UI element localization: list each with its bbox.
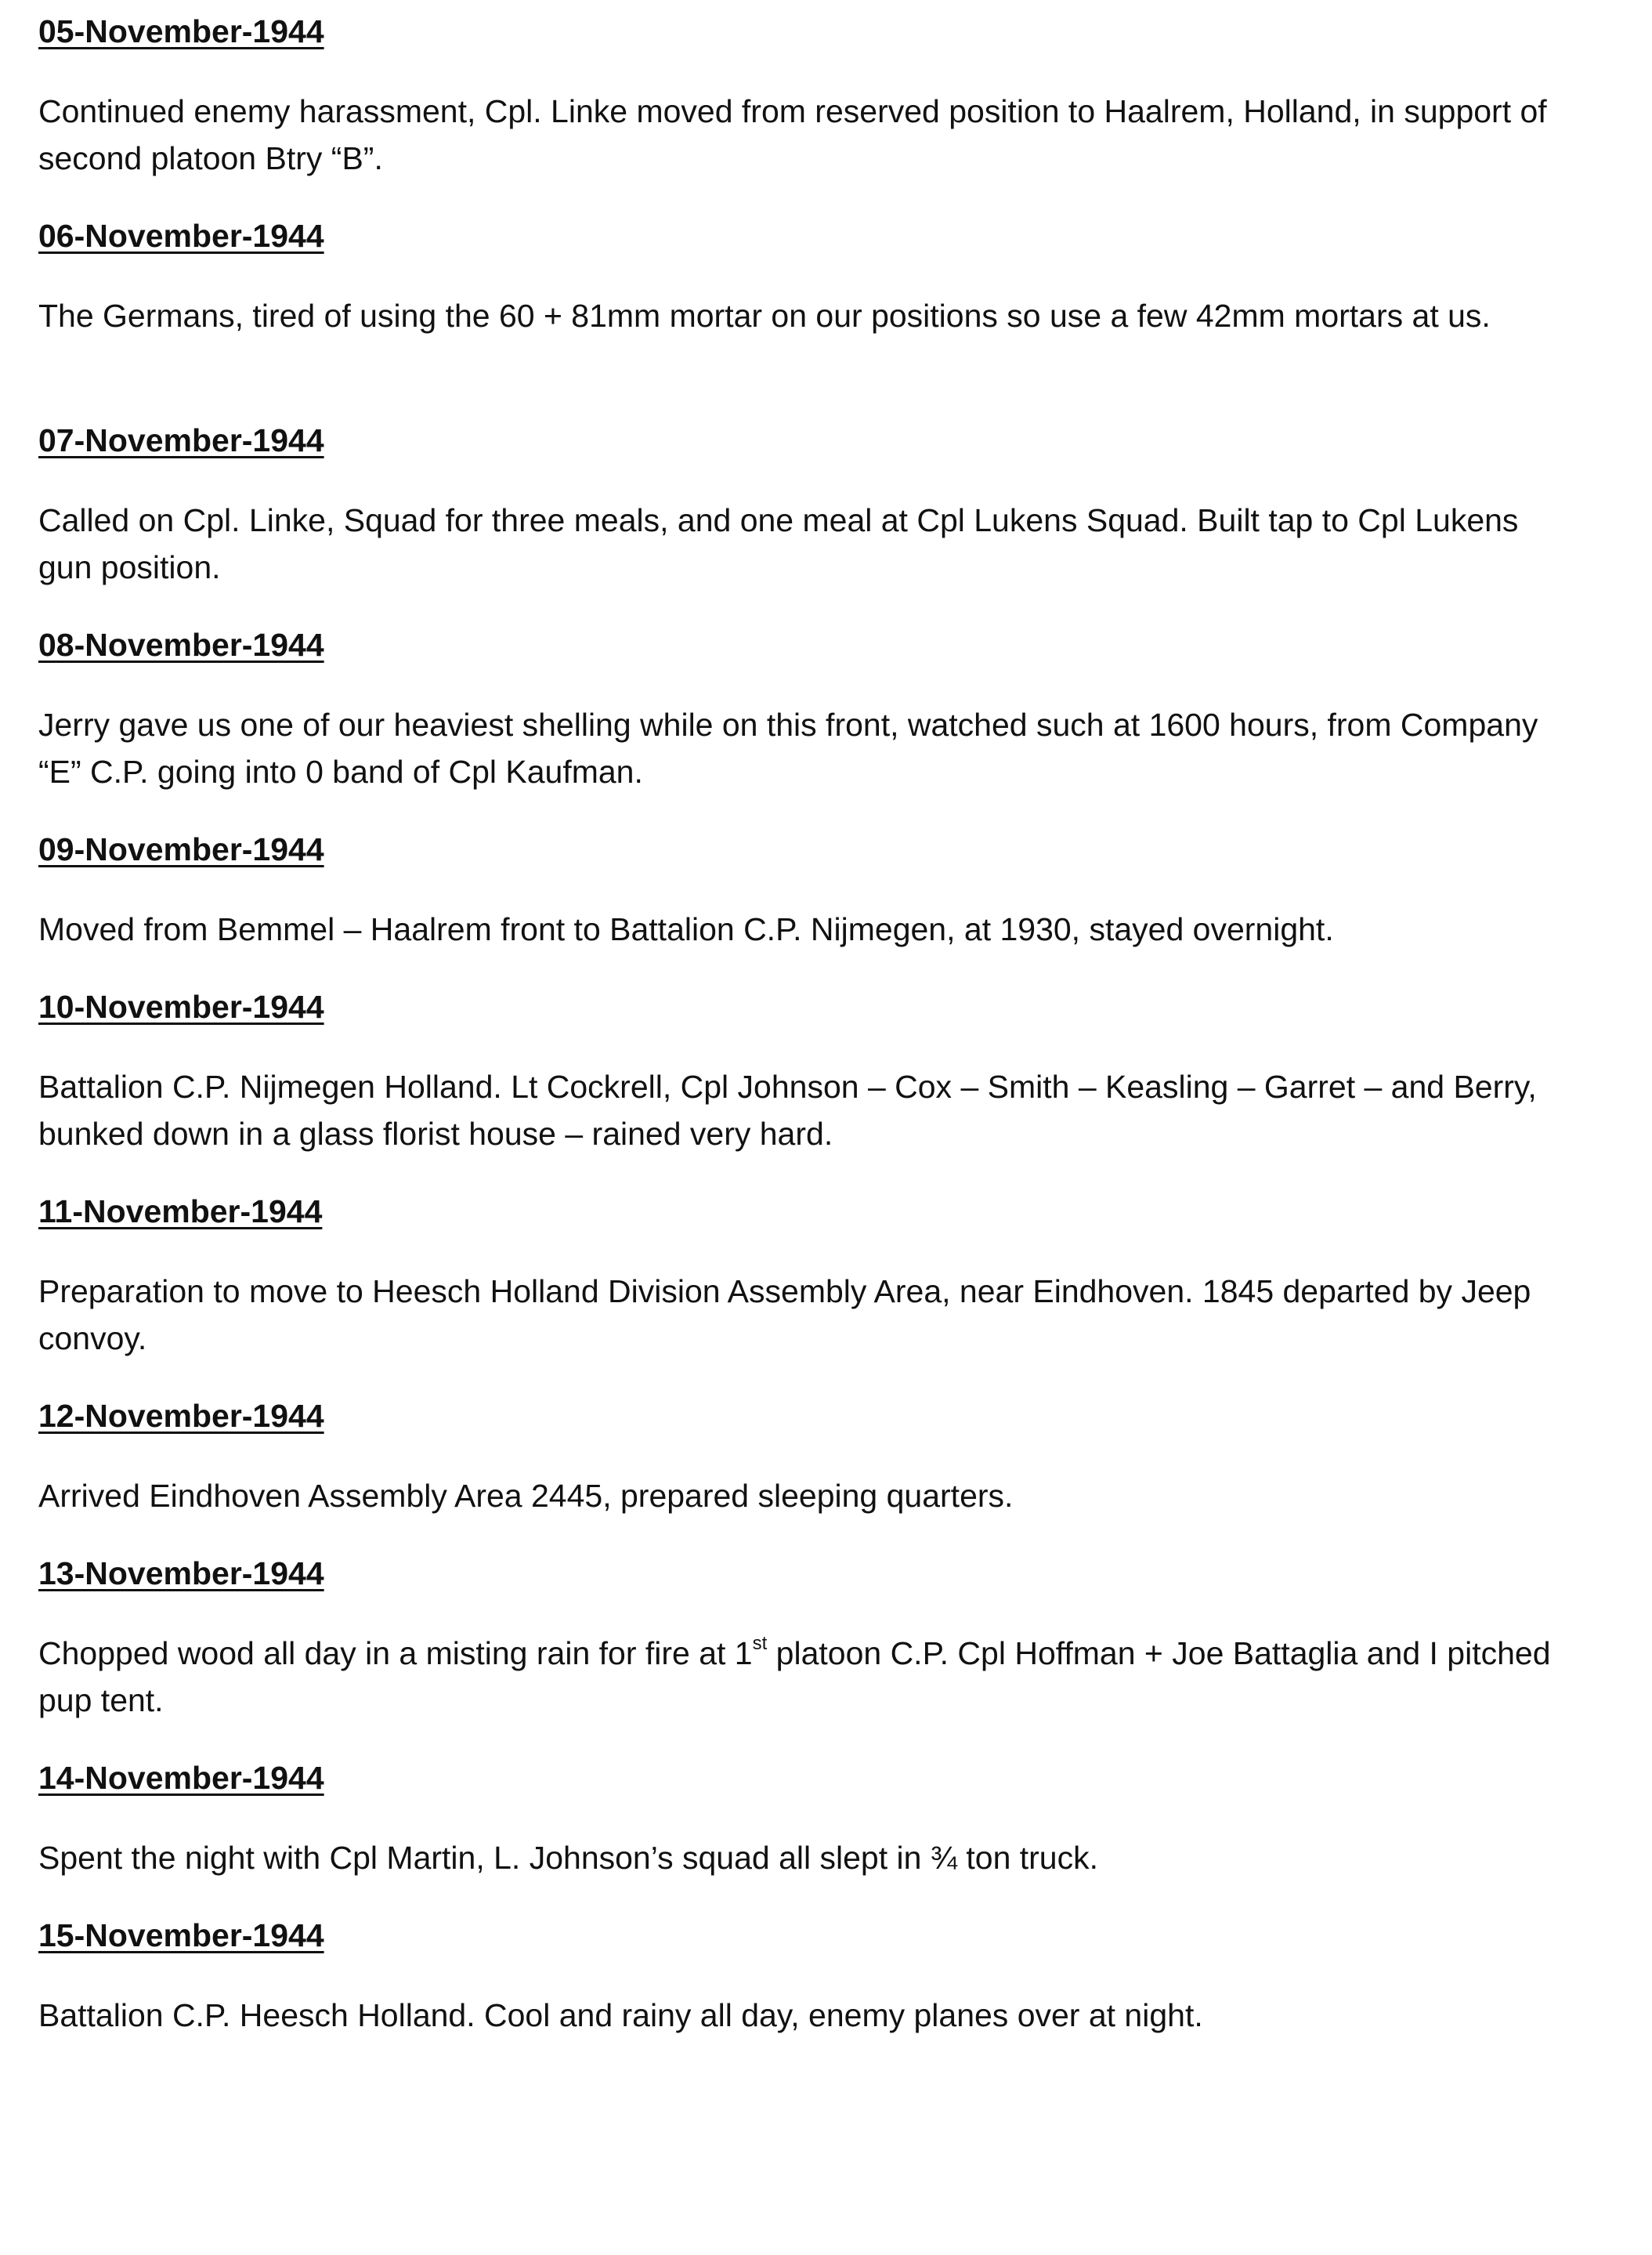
entry-date: 06-November-1944 [38, 218, 324, 254]
entry-date: 05-November-1944 [38, 13, 324, 49]
entry-date: 07-November-1944 [38, 422, 324, 458]
entry-text: Battalion C.P. Heesch Holland. Cool and rainy all day, enemy planes over at night. [38, 1997, 1203, 2033]
entry-date: 15-November-1944 [38, 1917, 324, 1953]
diary-entry [38, 986, 1574, 1152]
entry-text: Battalion C.P. Nijmegen Holland. Lt Cockrell, Cpl Johnson – Cox – Smith – Keasling – Garret – and Berry, bunked down in a glass florist house – rained very hard. [38, 1069, 1537, 1152]
entry-date: 11-November-1944 [38, 1193, 323, 1229]
entry-text: Moved from Bemmel – Haalrem front to Battalion C.P. Nijmegen, at 1930, stayed overnight. [38, 911, 1334, 947]
diary-entry [38, 11, 1574, 176]
entry-text: Continued enemy harassment, Cpl. Linke moved from reserved position to Haalrem, Holland, in support of second platoon Btry “B”. [38, 93, 1547, 176]
entry-text: Arrived Eindhoven Assembly Area 2445, prepared sleeping quarters. [38, 1478, 1014, 1514]
diary-entry [38, 1915, 1574, 2033]
entry-text: Spent the night with Cpl Martin, L. Johnson’s squad all slept in ¾ ton truck. [38, 1840, 1098, 1876]
ordinal-superscript: st [752, 1633, 768, 1655]
diary-entry [38, 215, 1574, 334]
diary-entry [38, 624, 1574, 790]
entry-date: 13-November-1944 [38, 1555, 324, 1591]
diary-entry [38, 1757, 1574, 1876]
diary-entry [38, 1191, 1574, 1356]
diary-entry [38, 420, 1574, 585]
entry-date: 10-November-1944 [38, 989, 324, 1025]
entry-text: Called on Cpl. Linke, Squad for three meals, and one meal at Cpl Lukens Squad. Built tap to Cpl Lukens gun position. [38, 502, 1519, 585]
entry-text: Jerry gave us one of our heaviest shelling while on this front, watched such at 1600 hours, from Company “E” C.P. going into 0 band of Cpl Kaufman. [38, 707, 1538, 790]
entry-text-part: platoon C.P. Cpl Hoffman + Joe Battaglia and I pitched pup tent. [38, 1635, 1551, 1718]
entry-text [38, 1630, 1574, 1724]
entry-date: 12-November-1944 [38, 1398, 324, 1434]
diary-entry [38, 829, 1574, 947]
entry-text: Preparation to move to Heesch Holland Division Assembly Area, near Eindhoven. 1845 departed by Jeep convoy. [38, 1273, 1531, 1356]
entry-text: The Germans, tired of using the 60 + 81mm mortar on our positions so use a few 42mm mortars at us. [38, 298, 1491, 334]
diary-entry [38, 1553, 1574, 1718]
entry-date: 09-November-1944 [38, 831, 324, 867]
entry-date: 14-November-1944 [38, 1760, 324, 1796]
diary-entry [38, 1395, 1574, 1514]
entry-text-part: Chopped wood all day in a misting rain for fire at 1 [38, 1635, 753, 1671]
entry-date: 08-November-1944 [38, 627, 324, 663]
